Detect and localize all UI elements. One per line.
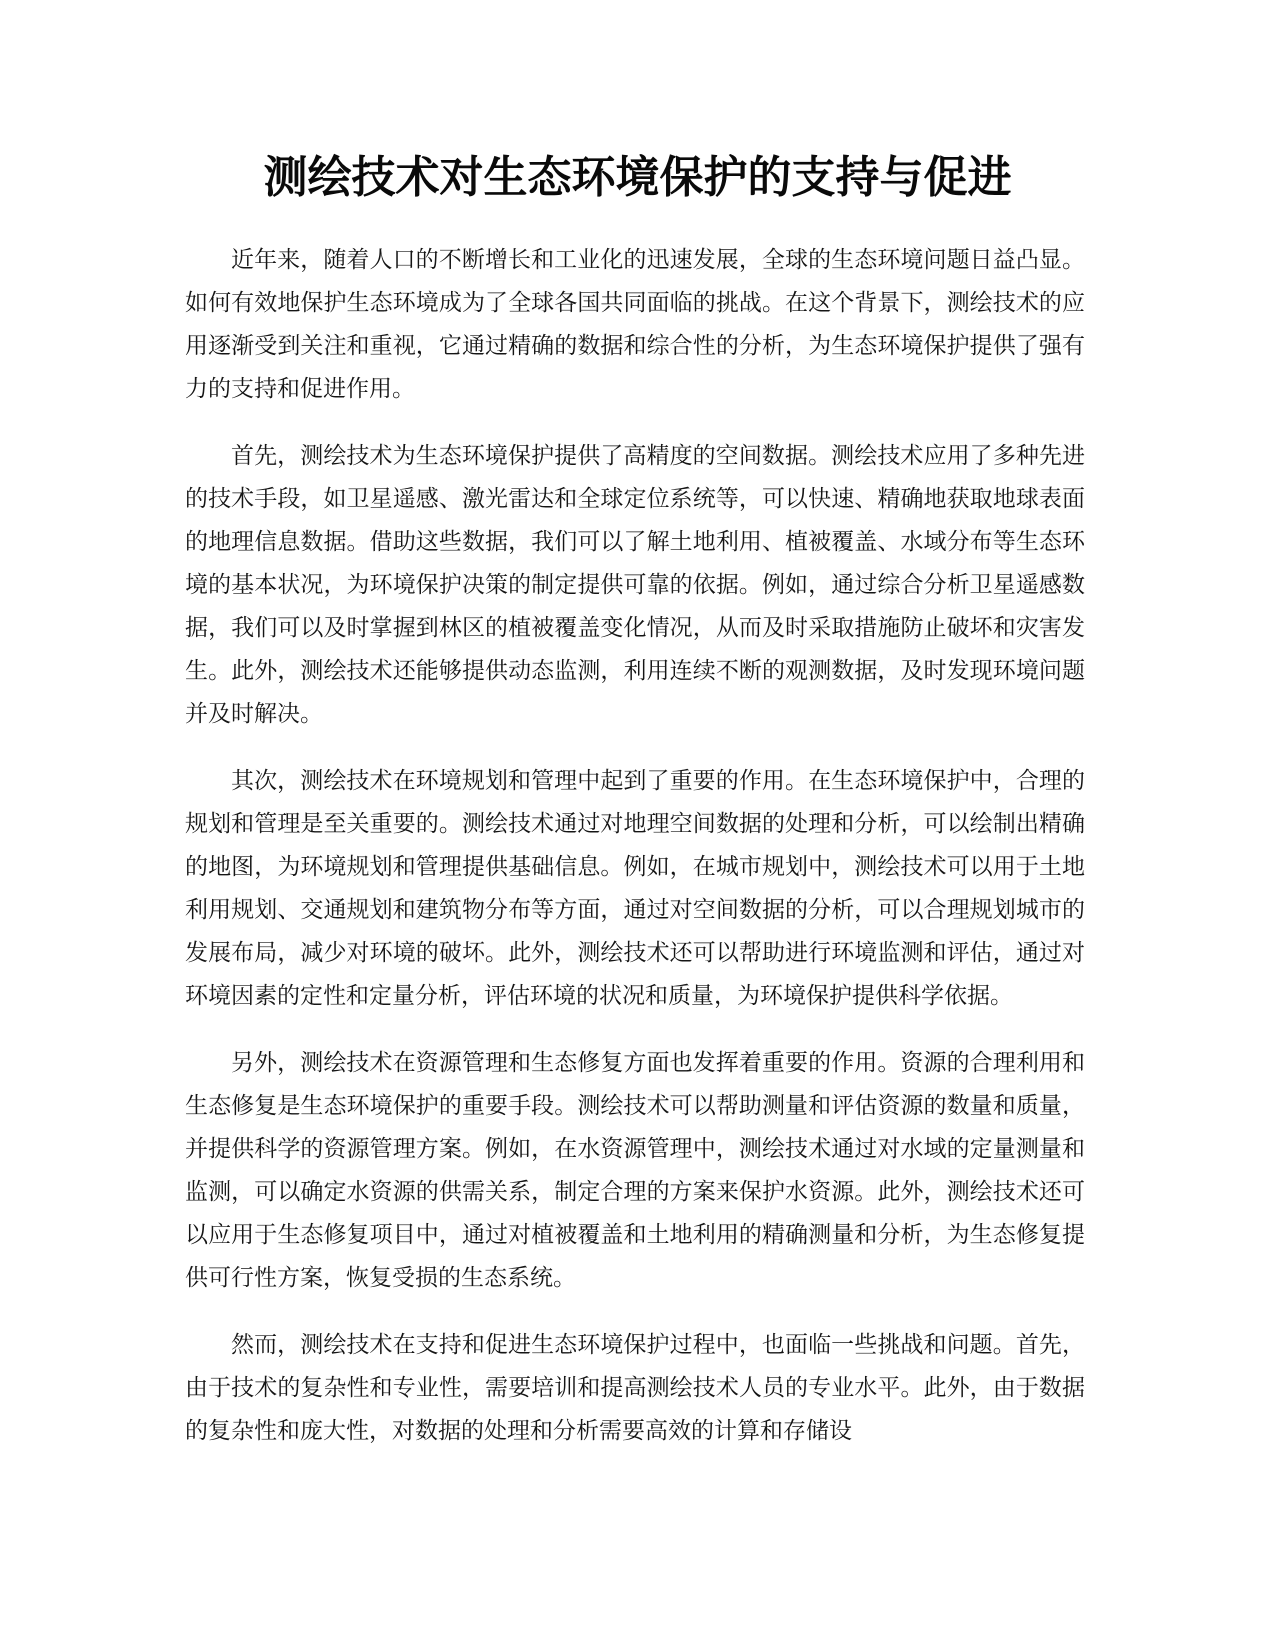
paragraph-resource-restoration: 另外，测绘技术在资源管理和生态修复方面也发挥着重要的作用。资源的合理利用和生态修复是生态环境保护的重要手段。测绘技术可以帮助测量和评估资源的数量和质量，并提供科学的资源管理方案。例如，在水资源管理中，测绘技术通过对水域的定量测量和监测，可以确定水资源的供需关系，制定合理的方案来保护水资源。此外，测绘技术还可以应用于生态修复项目中，通过对植被覆盖和土地利用的精确测量和分析，为生态修复提供可行性方案，恢复受损的生态系统。 — [185, 1050, 1085, 1291]
paragraph-intro: 近年来，随着人口的不断增长和工业化的迅速发展，全球的生态环境问题日益凸显。如何有效地保护生态环境成为了全球各国共同面临的挑战。在这个背景下，测绘技术的应用逐渐受到关注和重视，它通过精确的数据和综合性的分析，为生态环境保护提供了强有力的支持和促进作用。 — [185, 247, 1085, 402]
paragraph-planning-management: 其次，测绘技术在环境规划和管理中起到了重要的作用。在生态环境保护中，合理的规划和管理是至关重要的。测绘技术通过对地理空间数据的处理和分析，可以绘制出精确的地图，为环境规划和管理提供基础信息。例如，在城市规划中，测绘技术可以用于土地利用规划、交通规划和建筑物分布等方面，通过对空间数据的分析，可以合理规划城市的发展布局，减少对环境的破坏。此外，测绘技术还可以帮助进行环境监测和评估，通过对环境因素的定性和定量分析，评估环境的状况和质量，为环境保护提供科学依据。 — [185, 768, 1085, 1009]
document-body — [185, 239, 1085, 1477]
paragraph-spatial-data: 首先，测绘技术为生态环境保护提供了高精度的空间数据。测绘技术应用了多种先进的技术手段，如卫星遥感、激光雷达和全球定位系统等，可以快速、精确地获取地球表面的地理信息数据。借助这些数据，我们可以了解土地利用、植被覆盖、水域分布等生态环境的基本状况，为环境保护决策的制定提供可靠的依据。例如，通过综合分析卫星遥感数据，我们可以及时掌握到林区的植被覆盖变化情况，从而及时采取措施防止破坏和灾害发生。此外，测绘技术还能够提供动态监测，利用连续不断的观测数据，及时发现环境问题并及时解决。 — [185, 443, 1085, 727]
document-title: 测绘技术对生态环境保护的支持与促进 — [263, 152, 1012, 203]
paragraph-challenges: 然而，测绘技术在支持和促进生态环境保护过程中，也面临一些挑战和问题。首先，由于技术的复杂性和专业性，需要培训和提高测绘技术人员的专业水平。此外，由于数据的复杂性和庞大性，对数据的处理和分析需要高效的计算和存储设 — [185, 1332, 1085, 1444]
